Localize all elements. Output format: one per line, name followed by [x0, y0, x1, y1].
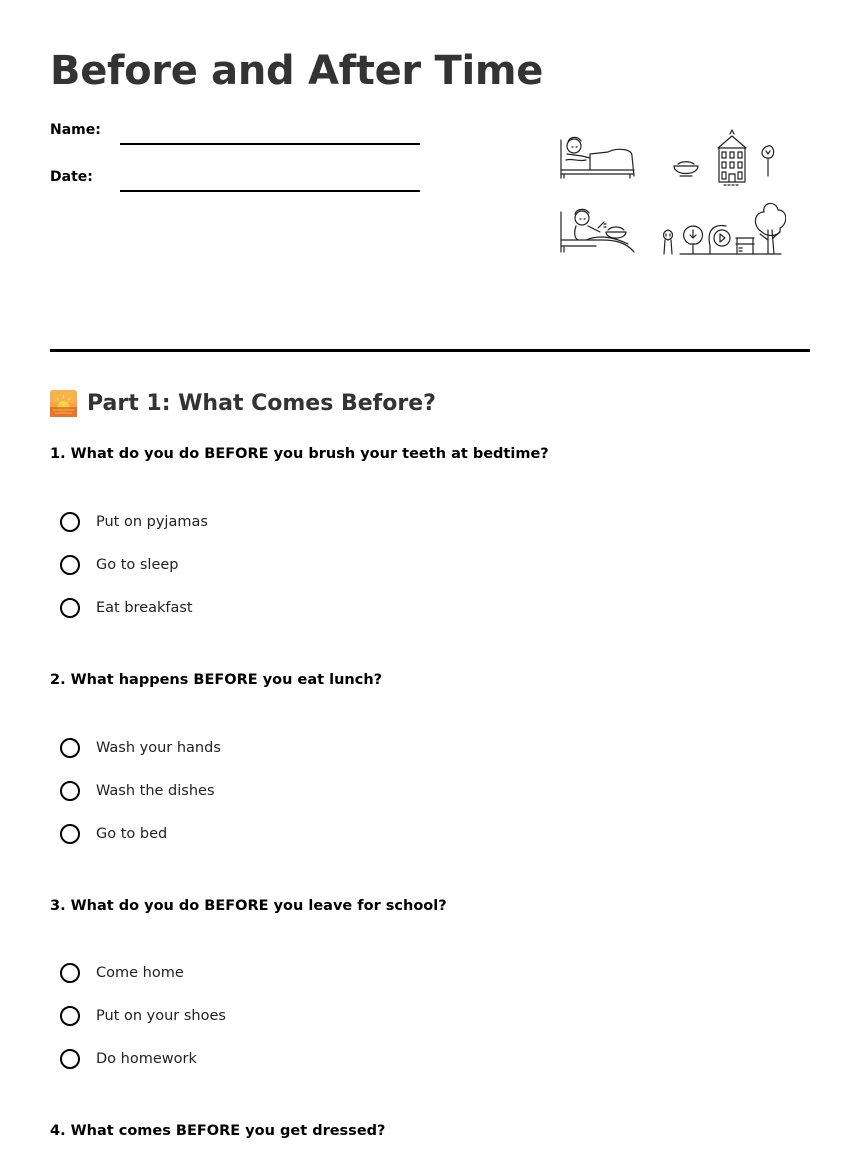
sunrise-icon	[50, 390, 77, 417]
date-line[interactable]	[120, 190, 420, 192]
part1-title: Part 1: What Comes Before?	[87, 391, 436, 416]
question-text: 2. What happens BEFORE you eat lunch?	[50, 672, 383, 688]
radio-circle-icon[interactable]	[60, 555, 80, 575]
answer-option[interactable]	[60, 963, 184, 983]
answer-option[interactable]	[60, 738, 221, 758]
radio-circle-icon[interactable]	[60, 824, 80, 844]
answer-option-label: Put on pyjamas	[96, 514, 208, 530]
radio-circle-icon[interactable]	[60, 1049, 80, 1069]
answer-option-label: Do homework	[96, 1051, 197, 1067]
date-field[interactable]	[50, 163, 422, 193]
radio-circle-icon[interactable]	[60, 598, 80, 618]
answer-option[interactable]	[60, 555, 179, 575]
answer-option-label: Come home	[96, 965, 184, 981]
question-text: 1. What do you do BEFORE you brush your teeth at bedtime?	[50, 446, 549, 462]
school-building-icon	[718, 130, 746, 185]
answer-option[interactable]	[60, 1006, 226, 1026]
question-3	[50, 898, 810, 1067]
part1-heading	[50, 390, 436, 417]
answer-option-label: Go to bed	[96, 826, 168, 842]
park-scene-icon	[664, 203, 786, 254]
question-text: 3. What do you do BEFORE you leave for school?	[50, 898, 447, 914]
question-1	[50, 446, 810, 616]
answer-option-label: Wash your hands	[96, 740, 221, 756]
radio-circle-icon[interactable]	[60, 781, 80, 801]
answer-option-label: Eat breakfast	[96, 600, 193, 616]
tree-icon	[762, 146, 774, 176]
radio-circle-icon[interactable]	[60, 738, 80, 758]
answer-option[interactable]	[60, 781, 215, 801]
answer-option-label: Go to sleep	[96, 557, 179, 573]
answer-option[interactable]	[60, 824, 167, 844]
question-4	[50, 1123, 810, 1139]
question-text: 4. What comes BEFORE you get dressed?	[50, 1123, 386, 1139]
cereal-bowl-icon	[674, 162, 698, 176]
section-divider	[50, 349, 810, 352]
daily-routine-illustration	[556, 128, 786, 260]
radio-circle-icon[interactable]	[60, 1006, 80, 1026]
name-label: Name:	[50, 122, 101, 138]
radio-circle-icon[interactable]	[60, 512, 80, 532]
answer-option-label: Put on your shoes	[96, 1008, 226, 1024]
answer-option-label: Wash the dishes	[96, 783, 215, 799]
date-label: Date:	[50, 169, 93, 185]
name-line[interactable]	[120, 143, 420, 145]
answer-option[interactable]	[60, 512, 208, 532]
answer-option[interactable]	[60, 1049, 197, 1069]
page-title: Before and After Time	[50, 48, 544, 94]
answer-option[interactable]	[60, 598, 193, 618]
child-eating-in-bed-icon	[561, 209, 634, 252]
question-2	[50, 672, 810, 842]
name-field[interactable]	[50, 116, 422, 146]
child-waking-in-bed-icon	[561, 137, 634, 178]
radio-circle-icon[interactable]	[60, 963, 80, 983]
